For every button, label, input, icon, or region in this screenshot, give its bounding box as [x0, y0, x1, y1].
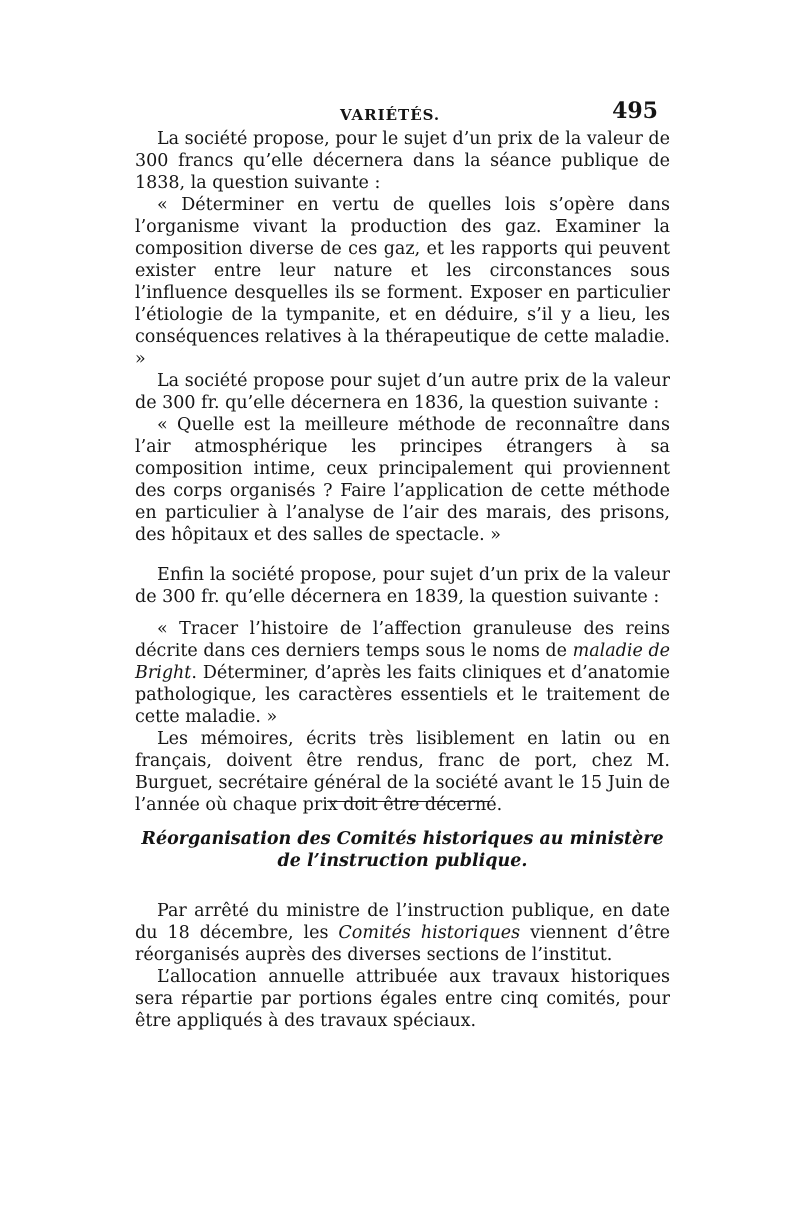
- section-heading: Réorganisation des Comités historiques au ministère de l’instruction publique.: [141, 829, 664, 871]
- quote3-italic-term: maladie de Bright: [135, 641, 670, 683]
- quote3-text-end: . Déterminer, d’après les faits cliniques et d’anatomie pathologique, les caractères essentiels et le traitement de cette maladie. »: [135, 663, 670, 727]
- reorganisation-section: [135, 900, 670, 1032]
- arrete-text-start: Par arrêté du ministre de l’instruction publique, en date du 18 décembre, les: [135, 901, 670, 943]
- quote-gas-question: « Déterminer en vertu de quelles lois s’opère dans l’organisme vivant la production des gaz. Examiner la composition diverse de ces gaz, et les rapports qui peuvent exister entre leur nature et les circonstances sous l’influence desquelles ils se forment. Exposer en particulier l’étiologie de la tympanite, et en déduire, s’il y a lieu, les conséquences relatives à la thérapeutique de cette maladie. »: [135, 195, 670, 369]
- paragraph-allocation: L’allocation annuelle attribuée aux travaux historiques sera répartie par portions égales entre cinq comités, pour être appliqués à des travaux spéciaux.: [135, 967, 670, 1031]
- paragraph-prize-1836: La société propose pour sujet d’un autre prix de la valeur de 300 fr. qu’elle décernera en 1836, la question suivante :: [135, 371, 670, 413]
- running-title: VARIÉTÉS.: [340, 106, 441, 124]
- prize-announcements: [135, 128, 670, 816]
- section-divider: [327, 801, 489, 802]
- page-header: [135, 96, 670, 126]
- paragraph-arrete: [135, 900, 670, 966]
- paragraph-prize-1839: Enfin la société propose, pour sujet d’un prix de la valeur de 300 fr. qu’elle décernera en 1839, la question suivante :: [135, 565, 670, 607]
- paragraph-prize-1838: La société propose, pour le sujet d’un prix de la valeur de 300 francs qu’elle décernera dans la séance publique de 1838, la question suivante :: [135, 129, 670, 193]
- page-number: 495: [612, 98, 658, 124]
- paragraph-submission-rules: Les mémoires, écrits très lisiblement en latin ou en français, doivent être rendus, franc de port, chez M. Burguet, secrétaire général de la société avant le 15 Juin de l’année où chaque prix doit être décerné.: [135, 729, 671, 815]
- quote-bright-question: [135, 618, 670, 728]
- arrete-italic-term: Comités historiques: [338, 923, 521, 943]
- quote3-text-start: « Tracer l’histoire de l’affection granuleuse des reins décrite dans ces derniers temps sous le noms de: [135, 619, 670, 661]
- quote-air-question: « Quelle est la meilleure méthode de reconnaître dans l’air atmosphérique les principes étrangers à sa composition intime, ceux principalement qui proviennent des corps organisés ? Faire l’application de cette méthode en particulier à l’analyse de l’air des marais, des prisons, des hôpitaux et des salles de spectacle. »: [135, 415, 670, 545]
- arrete-text-end: viennent d’être réorganisés auprès des diverses sections de l’institut.: [135, 923, 670, 965]
